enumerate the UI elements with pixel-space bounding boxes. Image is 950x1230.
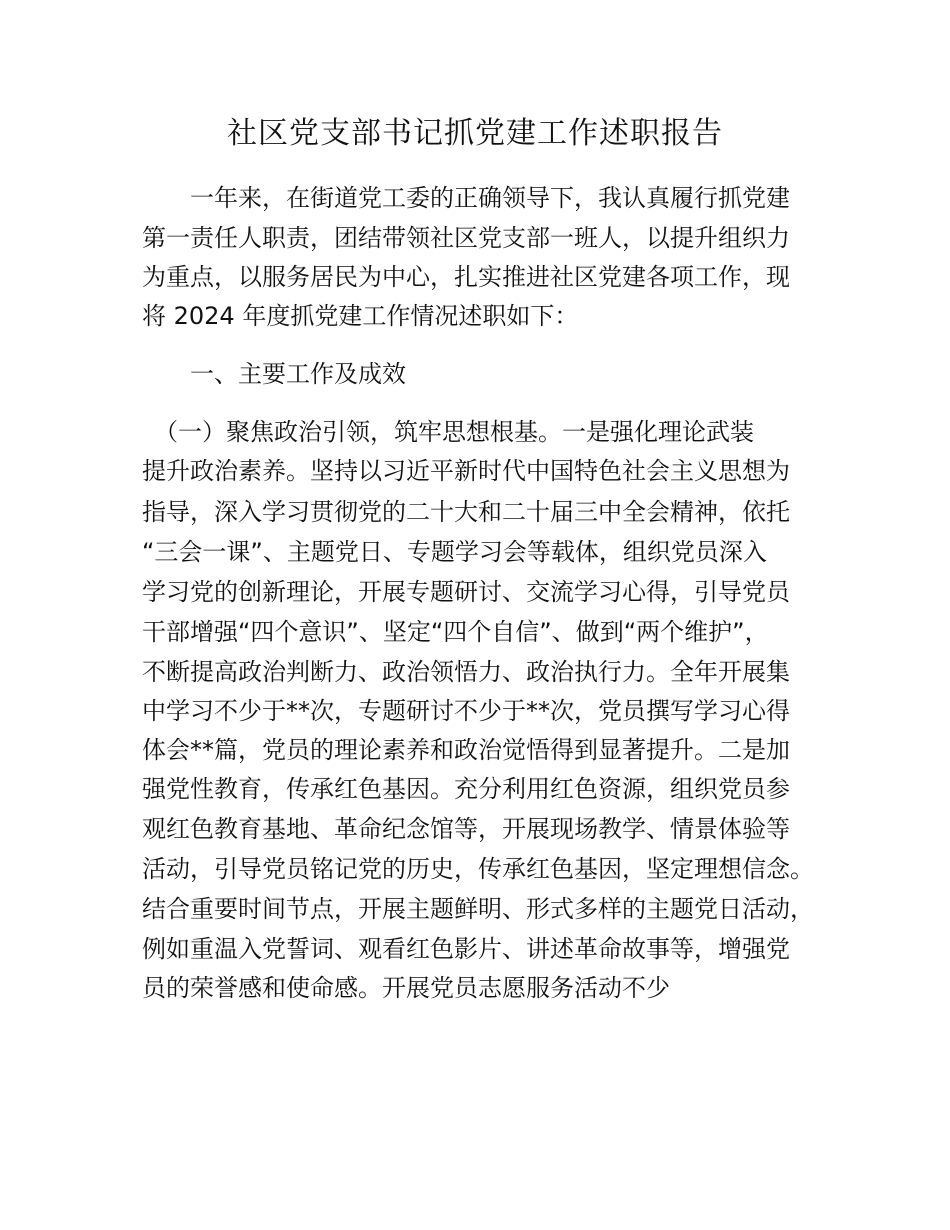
body-line-8: 指导，深入学习贯彻党的二十大和二十届三中全会精神，依托 bbox=[142, 498, 790, 526]
body-line-20: 员的荣誉感和使命感。开展党员志愿服务活动不少 bbox=[142, 974, 670, 1002]
body-line-3: 为重点，以服务居民为中心，扎实推进社区党建各项工作，现 bbox=[142, 263, 790, 291]
body-line-19: 例如重温入党誓词、观看红色影片、讲述革命故事等，增强党 bbox=[142, 935, 790, 963]
body-line-1: 一年来，在街道党工委的正确领导下，我认真履行抓党建 bbox=[142, 184, 790, 212]
document-title: 社区党支部书记抓党建工作述职报告 bbox=[227, 116, 723, 151]
body-line-4: 将 2024 年度抓党建工作情况述职如下： bbox=[142, 302, 579, 330]
body-line-18: 结合重要时间节点，开展主题鲜明、形式多样的主题党日活动， bbox=[142, 895, 814, 923]
body-line-6: （一）聚焦政治引领，筑牢思想根基。一是强化理论武装 bbox=[142, 418, 754, 446]
section-heading-1: 一、主要工作及成效 bbox=[142, 360, 406, 388]
body-line-17: 活动，引导党员铭记党的历史，传承红色基因，坚定理想信念。 bbox=[142, 855, 814, 883]
body-line-10: 学习党的创新理论，开展专题研讨、交流学习心得，引导党员 bbox=[142, 578, 790, 606]
body-line-2: 第一责任人职责，团结带领社区党支部一班人，以提升组织力 bbox=[142, 224, 790, 252]
body-line-14: 体会**篇，党员的理论素养和政治觉悟得到显著提升。二是加 bbox=[142, 736, 790, 764]
body-line-13: 中学习不少于**次，专题研讨不少于**次，党员撰写学习心得 bbox=[142, 697, 790, 725]
body-line-11: 干部增强“四个意识”、坚定“四个自信”、做到“两个维护”， bbox=[142, 618, 769, 646]
body-line-16: 观红色教育基地、革命纪念馆等，开展现场教学、情景体验等 bbox=[142, 815, 790, 843]
body-line-12: 不断提高政治判断力、政治领悟力、政治执行力。全年开展集 bbox=[142, 658, 790, 686]
body-line-9: “三会一课”、主题党日、专题学习会等载体，组织党员深入 bbox=[142, 538, 767, 566]
body-line-7: 提升政治素养。坚持以习近平新时代中国特色社会主义思想为 bbox=[142, 457, 790, 485]
body-line-15: 强党性教育，传承红色基因。充分利用红色资源，组织党员参 bbox=[142, 775, 790, 803]
